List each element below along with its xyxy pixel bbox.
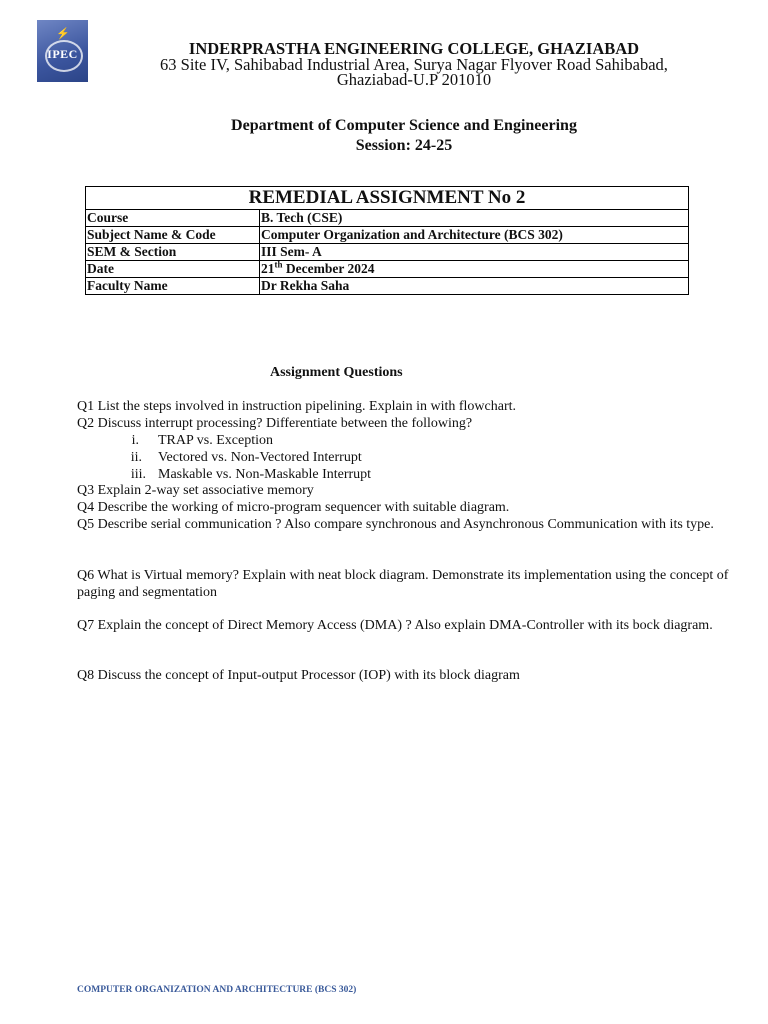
row-key-course: Course: [86, 210, 260, 227]
session-title: Session: 24-25: [355, 137, 453, 154]
college-logo: [37, 20, 88, 82]
page-footer: COMPUTER ORGANIZATION AND ARCHITECTURE (BCS 302): [77, 985, 357, 995]
row-value-sem: III Sem- A: [260, 244, 689, 261]
question-1: Q1 List the steps involved in instruction pipelining. Explain in with flowchart.: [77, 399, 516, 414]
question-7: Q7 Explain the concept of Direct Memory Access (DMA) ? Also explain DMA-Controller with its bock diagram.: [77, 618, 713, 633]
sub-item-text: Vectored vs. Non-Vectored Interrupt: [158, 450, 362, 465]
table-title-row: [86, 187, 689, 210]
table-row: [86, 244, 689, 261]
assignment-info-table: [85, 186, 689, 295]
sub-item-number: iii.: [130, 467, 146, 482]
date-rest: December 2024: [282, 261, 375, 276]
date-suffix: th: [274, 259, 283, 270]
question-4: Q4 Describe the working of micro-program sequencer with suitable diagram.: [77, 500, 510, 515]
date-day: 21: [261, 261, 275, 276]
question-3: Q3 Explain 2-way set associative memory: [77, 483, 314, 498]
row-value-course: B. Tech (CSE): [260, 210, 689, 227]
questions-heading: Assignment Questions: [270, 365, 403, 380]
sub-item-text: Maskable vs. Non-Maskable Interrupt: [158, 467, 372, 482]
table-row: [86, 210, 689, 227]
assignment-title: REMEDIAL ASSIGNMENT No 2: [86, 187, 689, 210]
sub-item-text: TRAP vs. Exception: [158, 433, 273, 448]
row-key-subject: Subject Name & Code: [86, 227, 260, 244]
sub-item-number: i.: [131, 433, 139, 448]
address-line-1: 63 Site IV, Sahibabad Industrial Area, Surya Nagar Flyover Road Sahibabad,: [160, 55, 668, 74]
table-row: [86, 261, 689, 278]
row-value-date: [260, 261, 689, 278]
sub-item-number: ii.: [130, 450, 142, 465]
row-value-subject: Computer Organization and Architecture (BCS 302): [260, 227, 689, 244]
college-name: INDERPRASTHA ENGINEERING COLLEGE, GHAZIABAD: [188, 39, 640, 58]
table-row: [86, 227, 689, 244]
row-key-date: Date: [86, 261, 260, 278]
question-6: Q6 What is Virtual memory? Explain with neat block diagram. Demonstrate its implementation using the concept of paging and segmentation: [77, 568, 729, 600]
question-2: Q2 Discuss interrupt processing? Differentiate between the following?: [77, 416, 473, 431]
table-row: [86, 278, 689, 295]
question-5: Q5 Describe serial communication ? Also compare synchronous and Asynchronous Communication with its type.: [77, 517, 714, 532]
row-value-faculty: Dr Rekha Saha: [260, 278, 689, 295]
lightning-icon: ⚡: [56, 28, 70, 40]
row-key-faculty: Faculty Name: [86, 278, 260, 295]
department-title: Department of Computer Science and Engineering: [231, 117, 577, 134]
logo-text: IPEC: [47, 47, 78, 61]
question-8: Q8 Discuss the concept of Input-output Processor (IOP) with its block diagram: [77, 668, 520, 683]
row-key-sem: SEM & Section: [86, 244, 260, 261]
address-line-2: Ghaziabad-U.P 201010: [336, 70, 492, 89]
